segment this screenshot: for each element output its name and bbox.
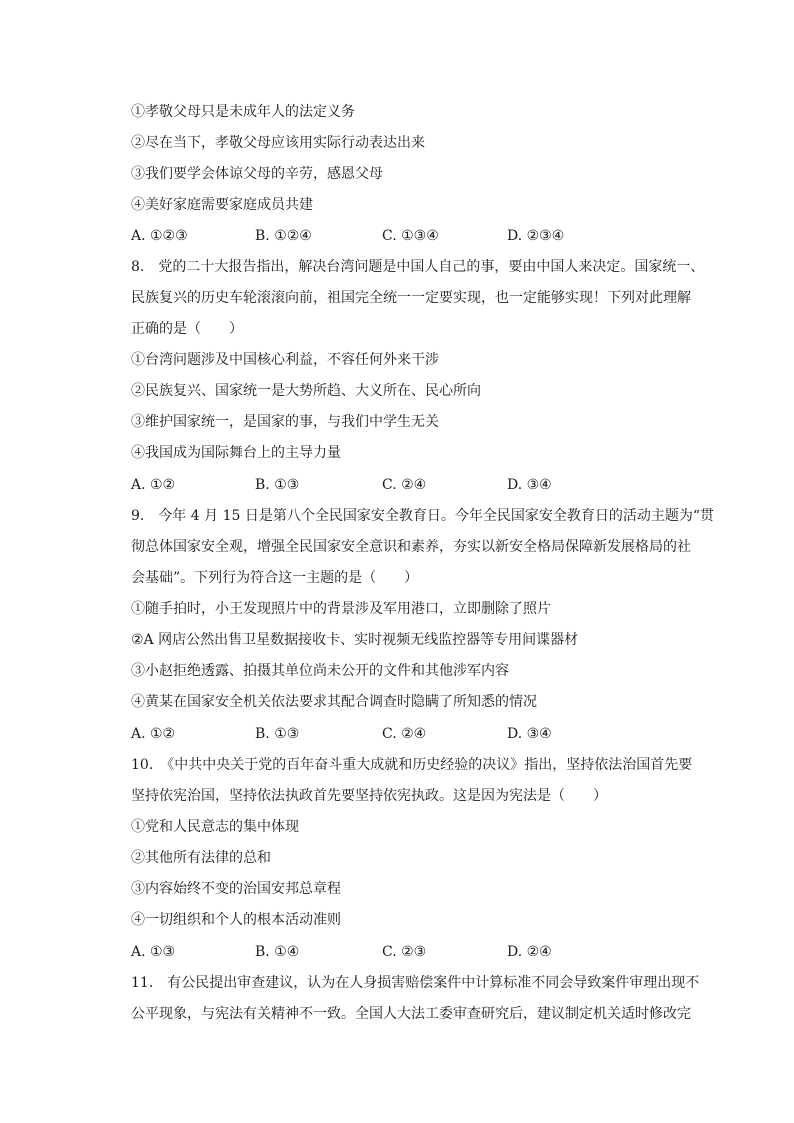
q7-options	[131, 226, 691, 246]
q10-statement-4: ④一切组织和个人的根本活动准则	[131, 912, 341, 928]
q9-option-a: A. ①②	[131, 726, 176, 742]
q8-stem-line-2: 民族复兴的历史车轮滚滚向前，祖国完全统一一定要实现，也一定能够实现！下列对此理解	[131, 290, 691, 306]
q9-stem-line-2: 彻总体国家安全观，增强全民国家安全意识和素养，夯实以新安全格局保障新发展格局的社	[131, 539, 691, 555]
q10-stem-line-2: 坚持依宪治国，坚持依法执政首先要坚持依宪执政。这是因为宪法是（ ）	[131, 788, 607, 804]
q10-option-c: C. ②③	[382, 944, 427, 960]
q8-statement-2: ②民族复兴、国家统一是大势所趋、大义所在、民心所向	[131, 383, 481, 399]
q11-stem-line-2: 公平现象，与宪法有关精神不一致。全国人大法工委审查研究后，建议制定机关适时修改完	[131, 1006, 691, 1022]
q10-option-b: B. ①④	[255, 944, 300, 960]
q8-statement-1: ①台湾问题涉及中国核心利益，不容任何外来干涉	[131, 352, 439, 368]
q9-option-d: D. ③④	[507, 726, 552, 742]
q8-stem-line-1: 8. 党的二十大报告指出，解决台湾问题是中国人自己的事，要由中国人来决定。国家统一、	[131, 259, 705, 275]
q10-option-a: A. ①③	[131, 944, 176, 960]
q9-statement-2: ②A 网店公然出售卫星数据接收卡、实时视频无线监控器等专用间谍器材	[131, 632, 579, 648]
q8-option-d: D. ③④	[507, 477, 552, 493]
q9-statement-4: ④黄某在国家安全机关依法要求其配合调查时隐瞒了所知悉的情况	[131, 694, 537, 710]
q7-statement-3: ③我们要学会体谅父母的辛劳，感恩父母	[131, 166, 383, 182]
q9-option-c: C. ②④	[382, 726, 427, 742]
q9-statement-1: ①随手拍时，小王发现照片中的背景涉及军用港口，立即删除了照片	[131, 601, 551, 617]
q7-option-d: D. ②③④	[507, 228, 565, 244]
q8-option-a: A. ①②	[131, 477, 176, 493]
q10-options	[131, 942, 691, 962]
q8-stem-line-3: 正确的是（ ）	[131, 321, 243, 337]
q8-statement-4: ④我国成为国际舞台上的主导力量	[131, 445, 341, 461]
q9-stem-line-3: 会基础”。下列行为符合这一主题的是（ ）	[131, 570, 419, 586]
q7-option-c: C. ①③④	[382, 228, 439, 244]
q7-option-a: A. ①②③	[131, 228, 188, 244]
q7-statement-2: ②尽在当下，孝敬父母应该用实际行动表达出来	[131, 135, 425, 151]
q8-statement-3: ③维护国家统一，是国家的事，与我们中学生无关	[131, 414, 439, 430]
q7-option-b: B. ①②④	[255, 228, 312, 244]
q7-statement-1: ①孝敬父母只是未成年人的法定义务	[131, 104, 355, 120]
q9-stem-line-1: 9. 今年 4 月 15 日是第八个全民国家安全教育日。今年全民国家安全教育日的活动主题为“贯	[131, 508, 715, 524]
q10-statement-3: ③内容始终不变的治国安邦总章程	[131, 881, 341, 897]
q9-options	[131, 724, 691, 744]
q10-statement-1: ①党和人民意志的集中体现	[131, 819, 299, 835]
q10-stem-line-1: 10. 《中共中央关于党的百年奋斗重大成就和历史经验的决议》指出，坚持依法治国首先要	[131, 757, 693, 773]
q10-statement-2: ②其他所有法律的总和	[131, 850, 271, 866]
q10-option-d: D. ②④	[507, 944, 552, 960]
q8-option-c: C. ②④	[382, 477, 427, 493]
q9-statement-3: ③小赵拒绝透露、拍摄其单位尚未公开的文件和其他涉军内容	[131, 663, 509, 679]
q8-options	[131, 475, 691, 495]
q9-option-b: B. ①③	[255, 726, 300, 742]
q11-stem-line-1: 11. 有公民提出审查建议，认为在人身损害赔偿案件中计算标准不同会导致案件审理出现不	[131, 975, 700, 991]
q7-statement-4: ④美好家庭需要家庭成员共建	[131, 197, 313, 213]
q8-option-b: B. ①③	[255, 477, 300, 493]
